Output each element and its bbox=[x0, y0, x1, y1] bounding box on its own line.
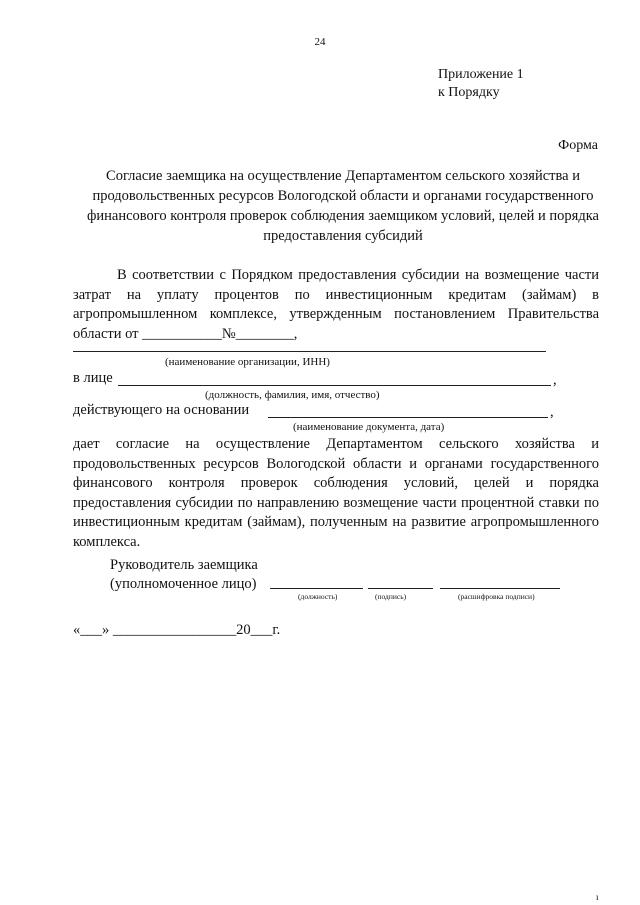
appendix-line-1: Приложение 1 bbox=[438, 67, 524, 82]
document-title: Согласие заемщика на осуществление Департаментом сельского хозяйства и продовольственных ресурсов Вологодской области и органами государственного финансового контроля проверок соблюдения заемщиком условий, целей и порядка предоставления субсидий bbox=[87, 168, 599, 244]
signature-decoding-line[interactable] bbox=[440, 588, 560, 589]
acting-basis-line[interactable] bbox=[268, 417, 548, 418]
in-person-label: в лице bbox=[73, 370, 113, 386]
acting-basis-comma: , bbox=[550, 404, 554, 420]
signer-authorized: (уполномоченное лицо) bbox=[110, 576, 257, 592]
form-label: Форма bbox=[558, 138, 598, 153]
appendix-line-2: к Порядку bbox=[438, 85, 500, 100]
caption-signature: (подпись) bbox=[375, 592, 407, 601]
signer-title: Руководитель заемщика bbox=[110, 557, 258, 573]
caption-decoding: (расшифровка подписи) bbox=[458, 592, 535, 601]
page-number: 24 bbox=[314, 36, 326, 48]
appendix-header bbox=[438, 66, 524, 102]
signature-line[interactable] bbox=[368, 588, 433, 589]
org-name-caption: (наименование организации, ИНН) bbox=[165, 356, 330, 368]
in-person-line[interactable] bbox=[118, 385, 551, 386]
in-person-caption: (должность, фамилия, имя, отчество) bbox=[205, 389, 380, 401]
document-caption: (наименование документа, дата) bbox=[293, 421, 445, 433]
signature-block bbox=[110, 556, 258, 594]
caption-position: (должность) bbox=[298, 592, 338, 601]
edge-mark: ı bbox=[596, 892, 599, 902]
paragraph-resolution: В соответствии с Порядком предоставления субсидии на возмещение части затрат на уплату процентов по инвестиционным кредитам (займам) в агропромышленном комплексе, утвержденным постановлением Правительства области от ___________№________, bbox=[73, 267, 599, 342]
org-name-line[interactable] bbox=[73, 351, 546, 352]
acting-basis-label: действующего на основании bbox=[73, 402, 250, 418]
signature-position-line[interactable] bbox=[270, 588, 363, 589]
date-line[interactable]: «___» _________________20___г. bbox=[73, 622, 281, 638]
paragraph-consent: дает согласие на осуществление Департаментом сельского хозяйства и продовольственных ресурсов Вологодской области и органами государственного финансового контроля проверок соблюдения условий, целей и порядка предоставления субсидии по направлению возмещение части процентной ставки по инвестиционным кредитам (займам), полученным на развитие агропромышленного комплекса. bbox=[73, 436, 599, 550]
in-person-comma: , bbox=[553, 372, 557, 388]
